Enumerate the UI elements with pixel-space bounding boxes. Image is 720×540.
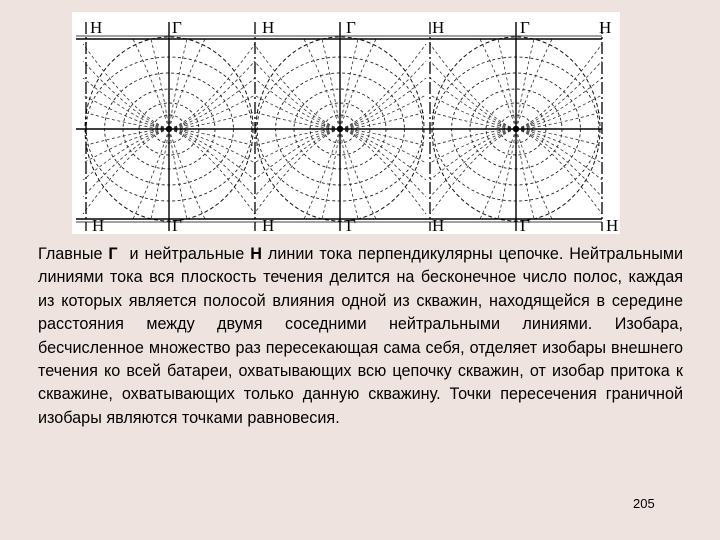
streamline-well1 [151,129,169,219]
streamline-well1 [169,95,255,129]
streamline-well2 [254,95,340,129]
top-label-6: Г [520,18,530,37]
streamline-well2 [340,129,426,163]
bottom-label-4: Г [346,216,356,234]
page-number: 205 [633,496,655,511]
text-part-2: и нейтральные [129,245,245,263]
streamline-well3 [516,95,602,129]
body-text [38,243,683,430]
streamline-well3 [480,39,516,129]
streamline-well3 [516,39,552,129]
streamline-well1 [169,61,255,129]
streamline-well3 [430,129,516,197]
top-label-1: Н [90,18,103,37]
streamline-well1 [83,129,169,163]
text-part-1: Главные [38,245,103,263]
streamline-well3 [430,129,516,163]
streamline-well2 [304,39,340,129]
main-line-symbol: Г [108,245,118,263]
well-3 [513,126,519,132]
bottom-label-3: Н [262,216,275,234]
streamline-well1 [83,95,169,129]
streamline-well3 [516,129,534,219]
bottom-label-7: Н [606,216,619,234]
streamline-well3 [498,129,516,219]
streamline-well2 [340,129,358,219]
top-label-5: Н [432,18,445,37]
streamline-well2 [254,129,340,197]
bottom-label-5: Н [432,216,445,234]
streamline-well3 [516,61,602,129]
flow-net-svg [72,12,620,234]
well-1 [166,126,172,132]
flow-net-diagram [72,12,620,234]
streamline-well2 [254,129,340,163]
streamline-well1 [83,129,169,197]
streamline-well2 [340,61,426,129]
streamline-well1 [169,39,205,129]
streamline-well2 [254,61,340,129]
neutral-line-symbol: Н [250,245,262,263]
streamline-well1 [169,129,187,219]
streamline-well2 [340,95,426,129]
streamline-well1 [169,129,255,163]
text-part-3: линии тока перпендикулярны цепочке. Нейтральными линиями тока вся плоскость течения делится на бесконечное число полос, каждая из которых является полосой влияния одной из скважин, находящейся в середине расстояния между двумя соседними нейтральными линиями. Изобара, бесчисленное множество раз пересекающая сама себя, отделяет изобары внешнего течения ко всей батареи, охватывающих всю цепочку скважин, от изобар притока к скважине, охватывающих только данную скважину. Точки пересечения граничной изобары являются точками равновесия. [38,245,684,427]
bottom-label-2: Г [172,216,182,234]
streamline-well3 [516,129,602,163]
bottom-label-1: Н [92,216,105,234]
bottom-label-6: Г [520,216,530,234]
streamline-well1 [133,39,169,129]
top-label-7: Н [599,18,612,37]
top-label-2: Г [172,18,182,37]
top-label-4: Г [346,18,356,37]
streamline-well3 [430,61,516,129]
streamline-well1 [83,61,169,129]
well-2 [337,126,343,132]
streamline-well2 [322,129,340,219]
streamline-well3 [430,95,516,129]
streamline-well2 [340,39,376,129]
top-label-3: Н [262,18,275,37]
